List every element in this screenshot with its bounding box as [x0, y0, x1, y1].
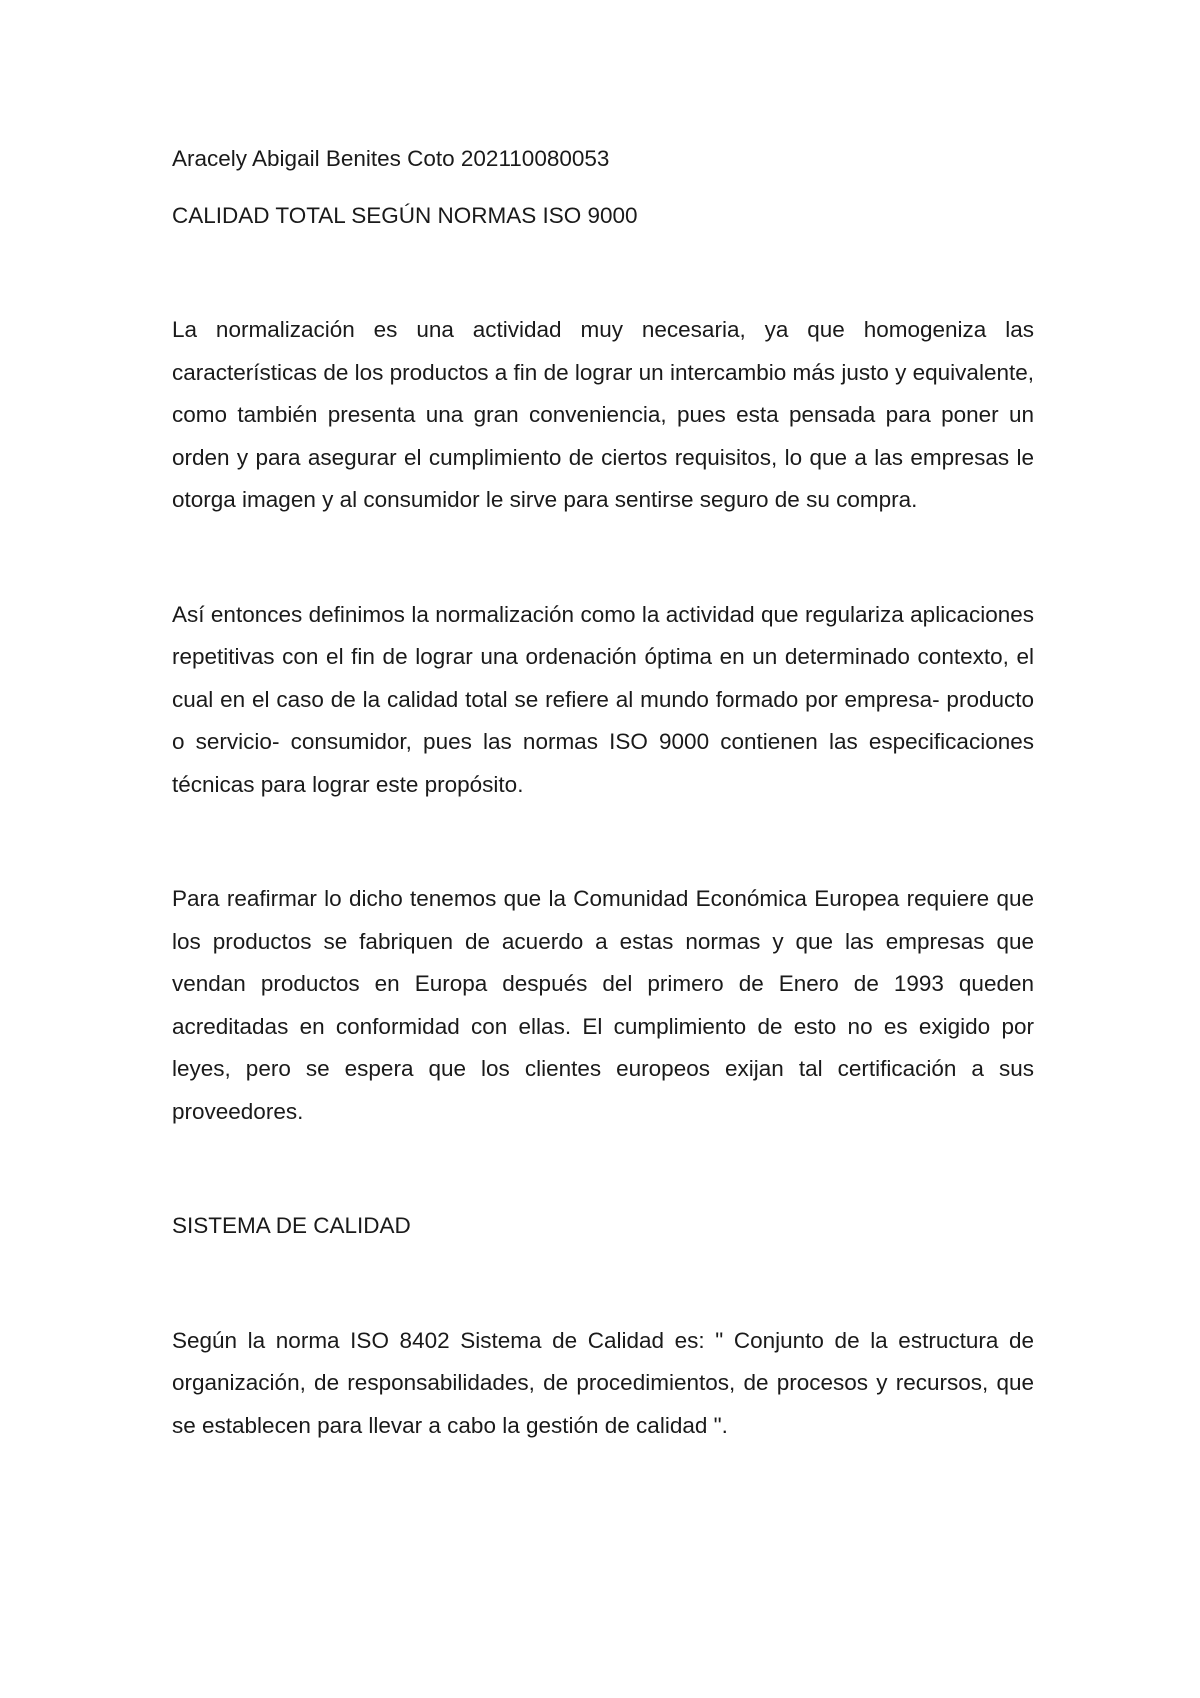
paragraph-iso-8402: Según la norma ISO 8402 Sistema de Calidad es: " Conjunto de la estructura de organización, de responsabilidades, de procedimientos, de procesos y recursos, que se establecen para llevar a cabo la gestión de calidad ". — [172, 1327, 1034, 1438]
document-body — [172, 138, 1034, 1447]
paragraph-normalizacion: La normalización es una actividad muy necesaria, ya que homogeniza las características de los productos a fin de lograr un intercambio más justo y equivalente, como también presenta una gran conveniencia, pues esta pensada para poner un orden y para asegurar el cumplimiento de ciertos requisitos, lo que a las empresas le otorga imagen y al consumidor le sirve para sentirse seguro de su compra. — [172, 317, 1034, 512]
paragraph-definicion: Así entonces definimos la normalización como la actividad que regulariza aplicaciones repetitivas con el fin de lograr una ordenación óptima en un determinado contexto, el cual en el caso de la calidad total se refiere al mundo formado por empresa- producto o servicio- consumidor, pues las normas ISO 9000 contienen las especificaciones técnicas para lograr este propósito. — [172, 601, 1034, 797]
document-title: CALIDAD TOTAL SEGÚN NORMAS ISO 9000 — [172, 202, 638, 228]
author-line: Aracely Abigail Benites Coto 202110080053 — [172, 146, 610, 171]
paragraph-comunidad-europea: Para reafirmar lo dicho tenemos que la Comunidad Económica Europea requiere que los productos se fabriquen de acuerdo a estas normas y que las empresas que vendan productos en Europa después del primero de Enero de 1993 queden acreditadas en conformidad con ellas. El cumplimiento de esto no es exigido por leyes, pero se espera que los clientes europeos exijan tal certificación a sus proveedores. — [172, 886, 1034, 1124]
section-heading: SISTEMA DE CALIDAD — [172, 1213, 411, 1238]
